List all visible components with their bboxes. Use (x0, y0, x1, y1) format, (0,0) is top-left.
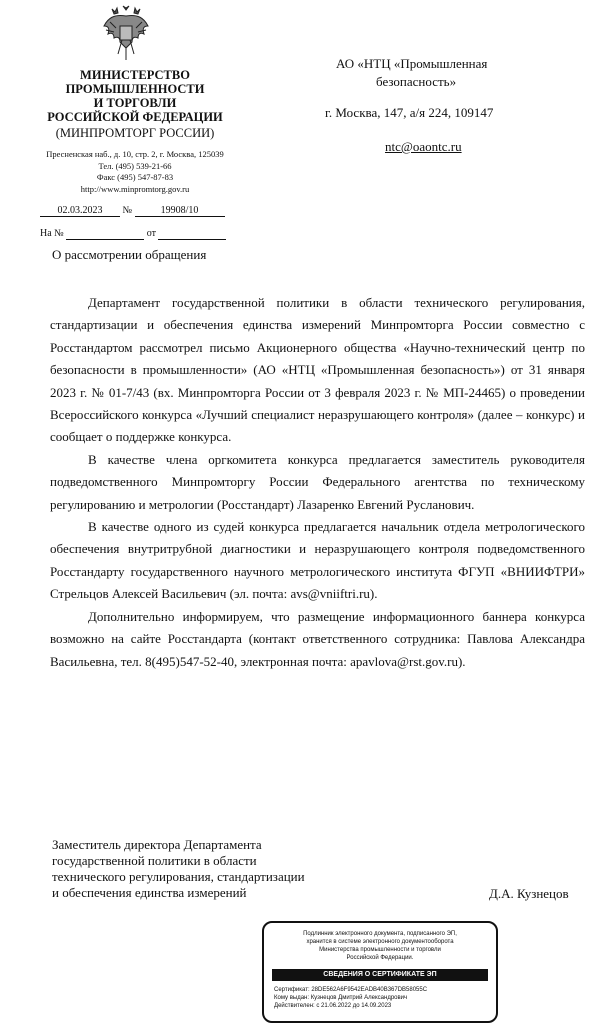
electronic-signature-stamp (262, 921, 498, 1023)
recipient-email[interactable]: ntc@oaontc.ru (385, 139, 462, 154)
signer-name: Д.А. Кузнецов (489, 886, 569, 901)
stamp-notice (272, 930, 488, 962)
body-paragraph: Департамент государственной политики в области технического регулирования, стандартизации и обеспечения единства измерений Минпромторга России совместно с Росстандартом рассмотрел письмо Акционерного общества «Научно-технический центр по безопасности в промышленности» (АО «НТЦ «Промышленная безопасность») от 31 января 2023 г. № 01-7/43 (вх. Минпромторга России от 3 февраля 2023 г. № МП-24465) о проведении Всероссийского конкурса «Лучший специалист неразрушающего контроля» (далее – конкурс) и сообщает о поддержке конкурса. (50, 295, 585, 445)
ministry-line: И ТОРГОВЛИ (93, 96, 177, 110)
ministry-line: МИНИСТЕРСТВО (80, 68, 190, 82)
registration-number-label: № (122, 205, 133, 216)
incoming-from-label: от (146, 228, 156, 239)
stamp-notice-line: хранится в системе электронного документооборота (306, 939, 454, 945)
ministry-contacts (30, 149, 240, 195)
ministry-line: ПРОМЫШЛЕННОСТИ (65, 82, 205, 96)
ministry-website: http://www.minpromtorg.gov.ru (80, 183, 190, 194)
russian-coat-of-arms-icon (100, 4, 152, 64)
stamp-valid-label: Действителен: (274, 1003, 315, 1009)
ministry-short-name: (МИНПРОМТОРГ РОССИИ) (55, 126, 215, 140)
stamp-notice-line: Российской Федерации. (346, 955, 414, 961)
registration-date: 02.03.2023 (40, 205, 120, 217)
letter-subject: О рассмотрении обращения (52, 247, 207, 262)
signer-position (52, 837, 372, 901)
stamp-issued-label: Кому выдан: (274, 995, 310, 1001)
stamp-cert-label: Сертификат: (274, 987, 310, 993)
incoming-reference-line (40, 228, 226, 240)
registration-number: 19908/10 (135, 205, 225, 217)
incoming-label: На № (40, 228, 64, 239)
stamp-notice-line: Подлинник электронного документа, подписанного ЭП, (303, 931, 457, 937)
stamp-issued-value: Кузнецов Дмитрий Александрович (310, 995, 408, 1001)
body-paragraph: Дополнительно информируем, что размещение информационного баннера конкурса возможно на сайте Росстандарта (контакт ответственного сотрудника: Павлова Александра Васильевна, тел. 8(495)547-52-40, электронная почта: apavlova@rst.gov.ru). (50, 608, 585, 669)
stamp-notice-line: Министерства промышленности и торговли (319, 947, 441, 953)
stamp-certificate-details (274, 986, 427, 1010)
registration-line (40, 205, 225, 217)
signer-position-line: государственной политики в области (52, 853, 257, 868)
recipient-address: г. Москва, 147, а/я 224, 109147 (325, 105, 494, 120)
ministry-line: РОССИЙСКОЙ ФЕДЕРАЦИИ (47, 110, 223, 124)
signer-position-line: технического регулирования, стандартизации (52, 869, 305, 884)
stamp-certificate-header: СВЕДЕНИЯ О СЕРТИФИКАТЕ ЭП (272, 969, 488, 981)
ministry-name (40, 68, 230, 124)
stamp-cert-value: 28DE562A6F9542EADB40B367DB58055C (311, 987, 428, 993)
ministry-phone: Тел. (495) 539-21-66 (98, 160, 172, 171)
ministry-address: Пресненская наб., д. 10, стр. 2, г. Москва, 125039 (46, 149, 224, 159)
ministry-fax: Факс (495) 547-87-83 (96, 172, 174, 182)
signer-position-line: Заместитель директора Департамента (52, 837, 262, 852)
body-paragraph: В качестве члена оргкомитета конкурса предлагается заместитель руководителя подведомственного Минпромторгу России Федерального агентства по техническому регулированию и метрологии (Росстандарт) Лазаренко Евгений Русланович. (50, 451, 585, 512)
signer-position-line: и обеспечения единства измерений (52, 885, 247, 900)
recipient-block (336, 55, 556, 91)
stamp-valid-value: с 21.06.2022 до 14.09.2023 (316, 1003, 392, 1009)
letter-body (50, 292, 585, 673)
body-paragraph: В качестве одного из судей конкурса предлагается начальник отдела метрологического обеспечения внутритрубной диагностики и неразрушающего контроля подведомственного Росстандарту государственного научного метрологического института ФГУП «ВНИИФТРИ» Стрельцов Алексей Васильевич (эл. почта: avs@vniiftri.ru). (50, 519, 585, 602)
recipient-org-line: безопасность» (376, 74, 457, 89)
recipient-org-line: АО «НТЦ «Промышленная (336, 56, 488, 71)
